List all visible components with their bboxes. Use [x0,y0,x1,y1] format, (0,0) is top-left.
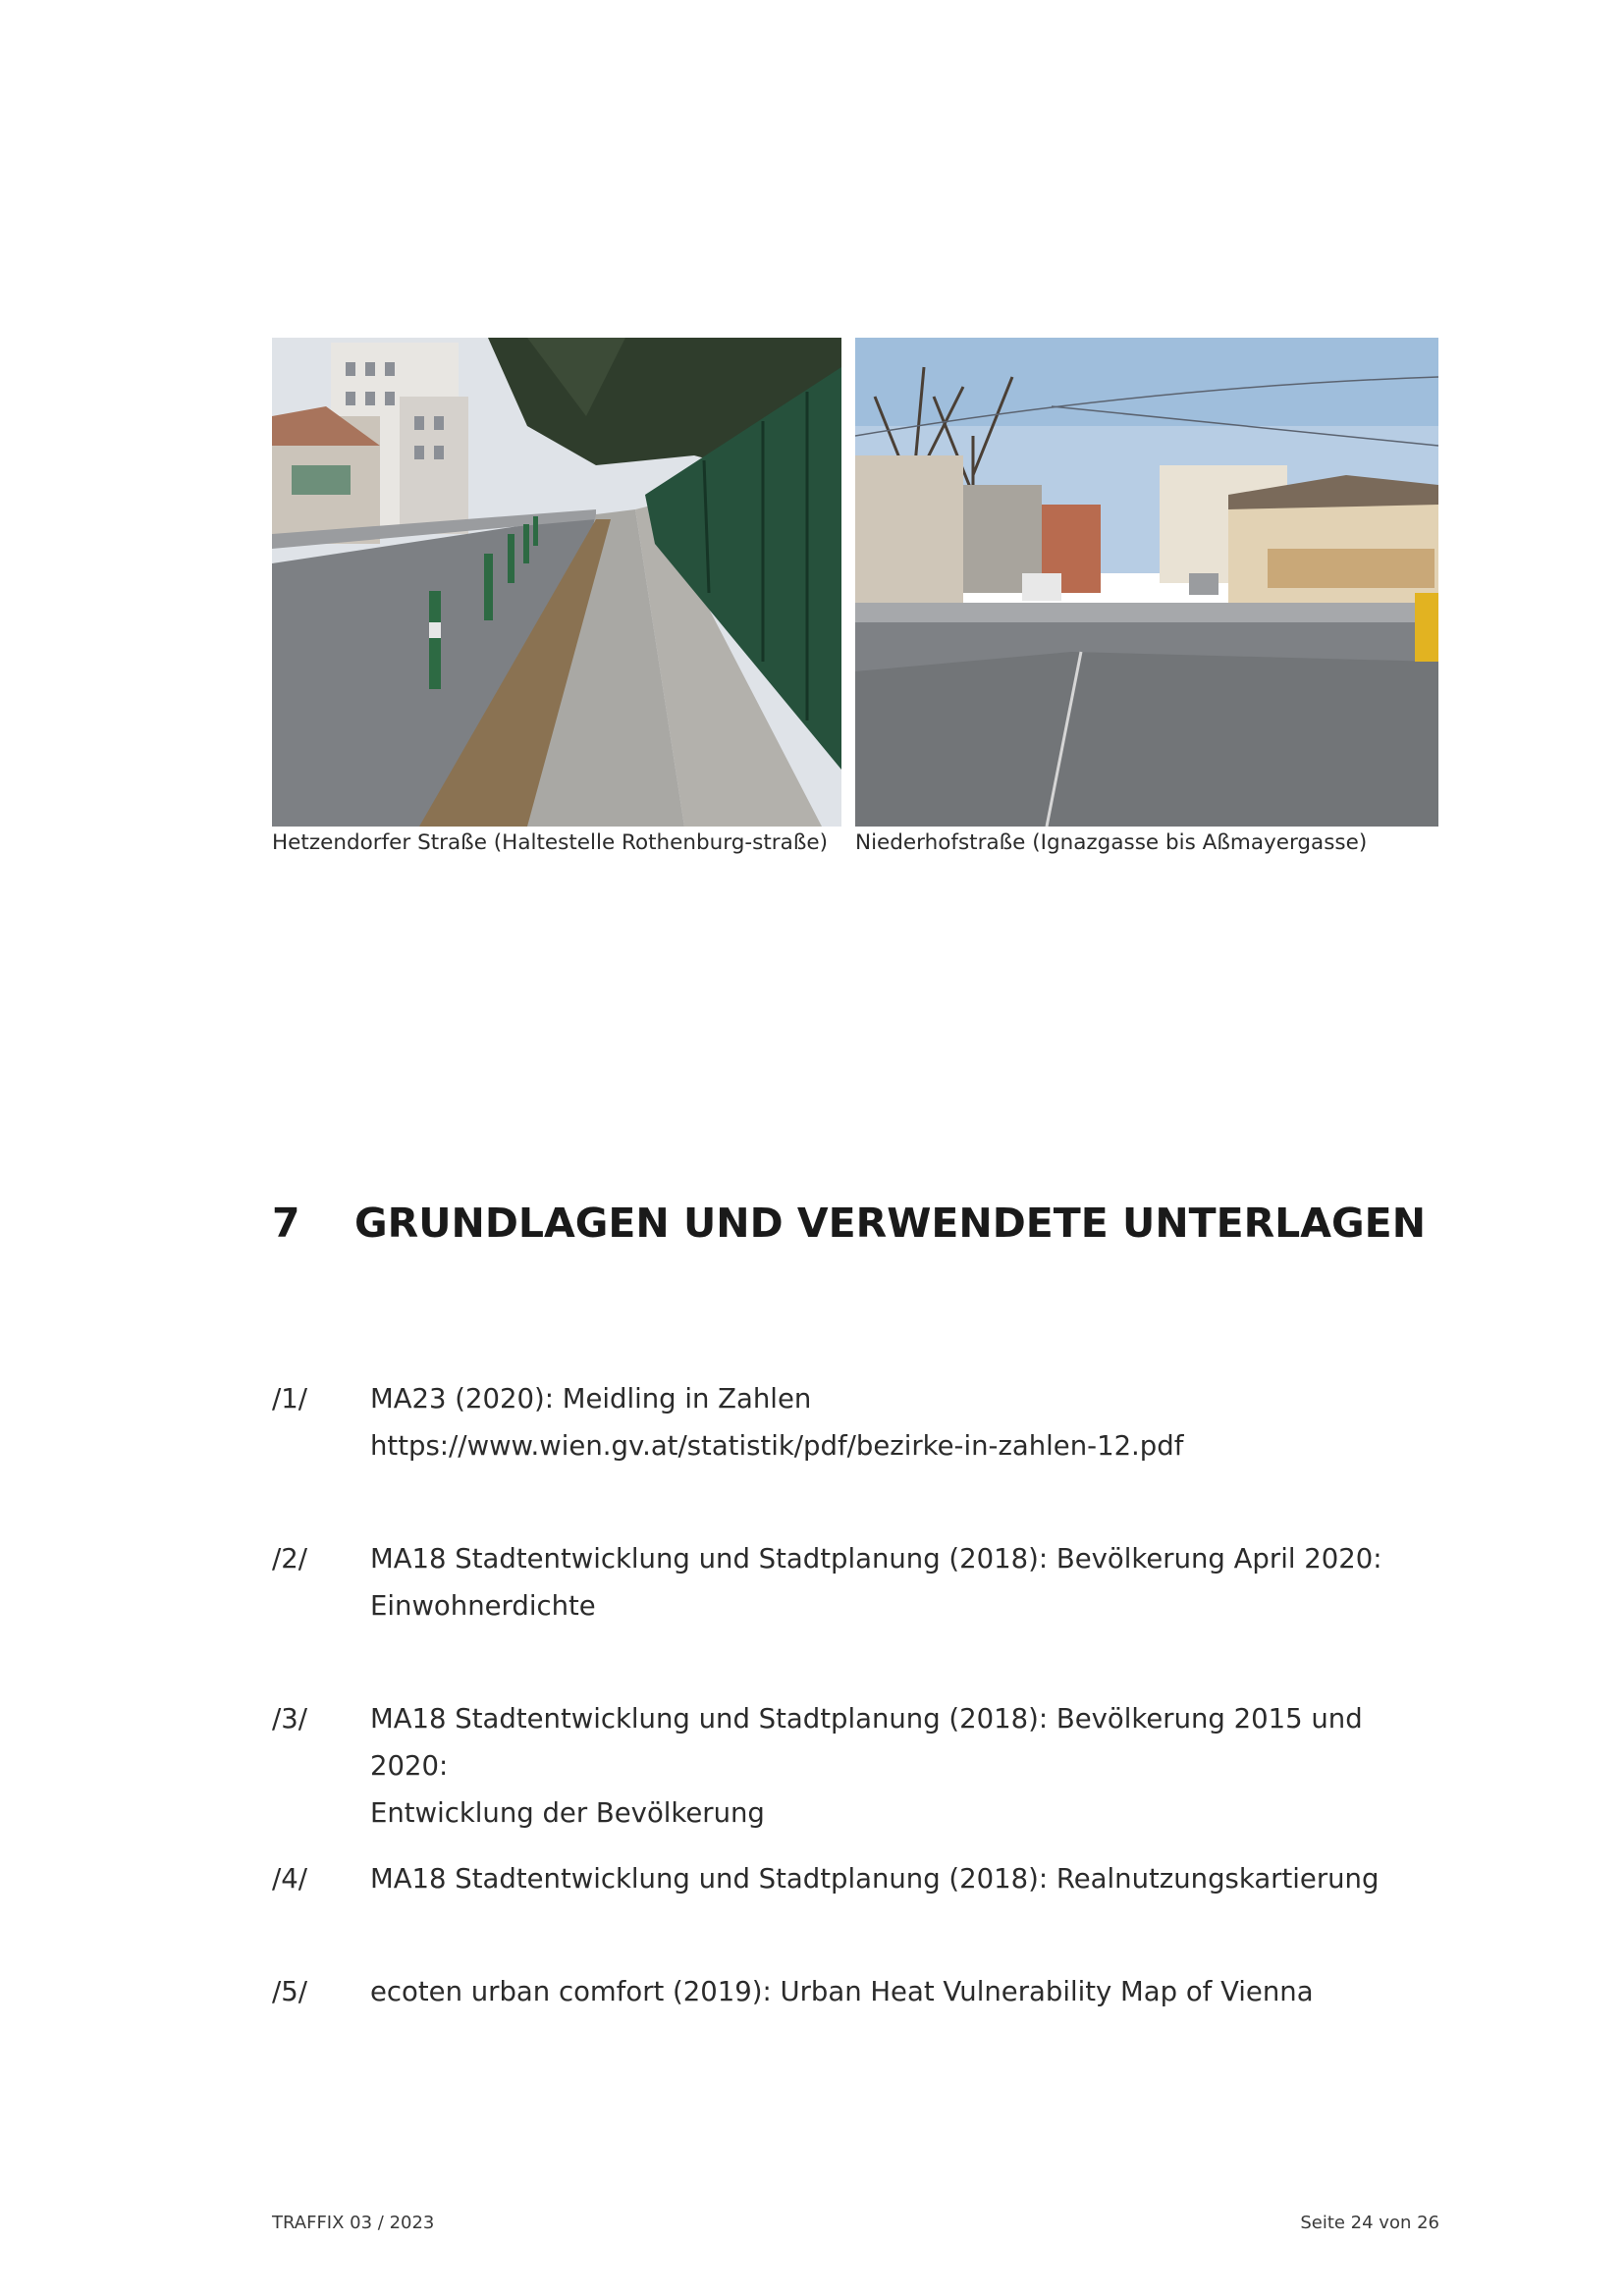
reference-item [272,1968,1440,2015]
footer-document-id: TRAFFIX 03 / 2023 [272,2213,435,2233]
reference-text-continued: Entwicklung der Bevölkerung [370,1797,765,1829]
reference-number: /1/ [272,1383,308,1415]
reference-number: /2/ [272,1543,308,1575]
reference-text-continued: Einwohnerdichte [370,1590,596,1622]
section-heading [272,1200,1426,1247]
footer-page-number: Seite 24 von 26 [1300,2213,1439,2233]
reference-text: MA18 Stadtentwicklung und Stadtplanung (2018): Bevölkerung April 2020: [370,1543,1382,1575]
reference-link[interactable]: https://www.wien.gv.at/statistik/pdf/bezirke-in-zahlen-12.pdf [370,1430,1184,1462]
reference-text: MA18 Stadtentwicklung und Stadtplanung (2018): Realnutzungskartierung [370,1863,1380,1895]
photo-hetzendorfer-strasse [272,338,841,827]
reference-item [272,1855,1440,1902]
section-number: 7 [272,1200,300,1247]
reference-text: MA23 (2020): Meidling in Zahlen [370,1383,812,1415]
photo-niederhofstrasse [855,338,1438,827]
photo-caption-right: Niederhofstraße (Ignazgasse bis Aßmayergasse) [855,830,1368,855]
reference-number: /4/ [272,1863,308,1895]
reference-number: /5/ [272,1976,308,2007]
section-title: GRUNDLAGEN UND VERWENDETE UNTERLAGEN [354,1200,1427,1247]
reference-number: /3/ [272,1703,308,1735]
reference-text: ecoten urban comfort (2019): Urban Heat Vulnerability Map of Vienna [370,1976,1314,2007]
photo-caption-left: Hetzendorfer Straße (Haltestelle Rothenburg-straße) [272,830,828,855]
reference-item [272,1695,1440,1837]
reference-item [272,1375,1440,1469]
reference-item [272,1535,1440,1629]
reference-text: MA18 Stadtentwicklung und Stadtplanung (2018): Bevölkerung 2015 und 2020: [370,1703,1363,1782]
